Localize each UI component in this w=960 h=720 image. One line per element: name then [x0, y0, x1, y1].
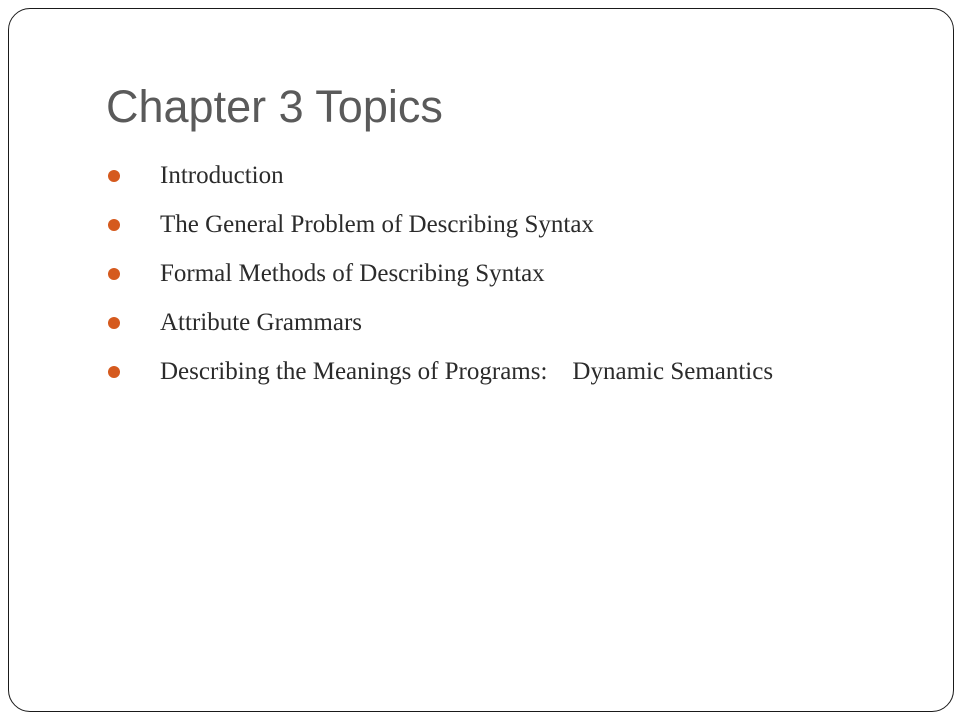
bullet-icon — [108, 366, 120, 378]
topic-text: Introduction — [160, 162, 284, 189]
topic-item-attribute-grammars — [108, 307, 828, 339]
topic-text: Describing the Meanings of Programs: Dynamic Semantics — [160, 358, 774, 385]
slide-title: Chapter 3 Topics — [106, 81, 443, 132]
bullet-icon — [108, 219, 120, 231]
topic-item-dynamic-semantics — [108, 356, 828, 388]
bullet-icon — [108, 170, 120, 182]
topic-item-introduction — [108, 160, 828, 192]
bullet-icon — [108, 317, 120, 329]
bullet-icon — [108, 268, 120, 280]
topic-text: The General Problem of Describing Syntax — [160, 211, 594, 238]
topic-text: Attribute Grammars — [160, 309, 363, 336]
topic-item-general-problem — [108, 209, 828, 241]
topic-item-formal-methods — [108, 258, 828, 290]
topic-text: Formal Methods of Describing Syntax — [160, 260, 545, 287]
topic-list — [108, 160, 828, 405]
